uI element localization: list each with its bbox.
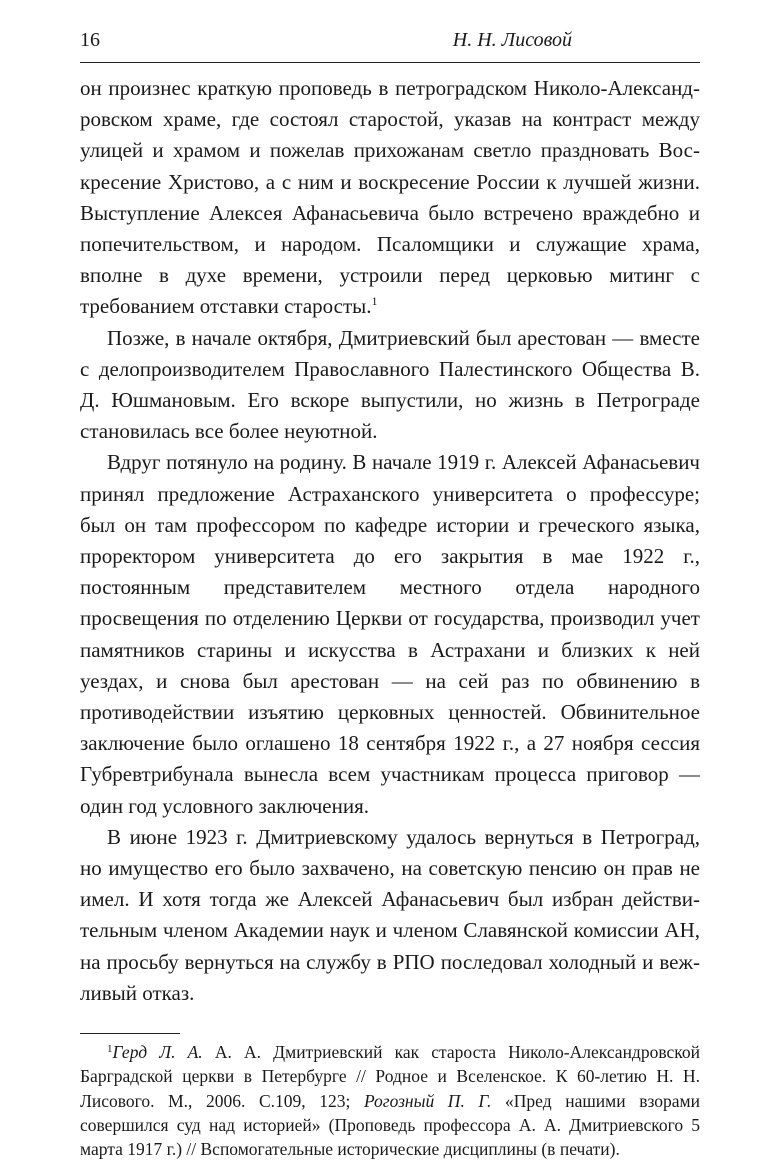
paragraph-4: В июне 1923 г. Дмитриевскому удалось вернуться в Петроград, но имущество его было захвачено, на советскую пенсию он прав не имел. И хотя тогда же Алексей Афанасьевич был избран действительным членом Академии наук и членом Славянской комиссии АН, на просьбу вернуться на службу в РПО последовал холодный и вежливый отказ. <box>80 824 700 1005</box>
paragraph-1-text: он произнес краткую проповедь в петроградском Николо-Александровском храме, где состоял старостой, указав на контраст между улицей и храмом и пожелав прихожанам светло праздновать Воскресение Христово, а с ним и воскресение России к лучшей жизни. Выступление Алексея Афанасьевича было встречено враждебно и попечительством, и народом. Псаломщики и служащие храма, вполне в духе времени, устроили перед церковью митинг с требованием отставки старосты. <box>80 76 700 319</box>
footnote-text-2: «Пред нашими взорами совершился суд над историей» (Проповедь профессора А. А. Дмитриевского 5 марта 1917 г.) // Вспомогательные исторические дисциплины (в печати). <box>80 1090 700 1159</box>
footnote-marker: 1 <box>107 1043 113 1056</box>
footnote-author-1: Герд Л. А. <box>112 1042 203 1063</box>
paragraph-2: Позже, в начале октября, Дмитриевский был арестован — вместе с делопроизводителем Православного Палестинского Общества В. Д. Юшмановым. Его вскоре выпустили, но жизнь в Петрограде становилась все более неуютной. <box>80 325 700 444</box>
footnote-reference: 1 <box>371 294 378 309</box>
footnote-rule <box>80 1033 180 1034</box>
paragraph-3: Вдруг потянуло на родину. В начале 1919 г. Алексей Афанасьевич принял предложение Астраханского университета о профессуре; был он там профессором по кафедре истории и греческого языка, проректором университета до его закрытия в мае 1922 г., постоянным представителем местного отдела народного просвещения по отделению Церкви от государства, производил учет памятников старины и искусства в Астрахани и близких к ней уездах, и снова был арестован — на сей раз по обвинению в противодействии изъятию церковных ценностей. Обвинительное заключение было оглашено 18 сентября 1922 г., а 27 ноября сессия Губревтрибунала вынесла всем участникам процесса приговор — один год условного заключения. <box>80 450 700 818</box>
page <box>80 22 700 1161</box>
body-text <box>80 73 700 1009</box>
paragraph-1 <box>80 73 700 323</box>
running-header <box>80 22 700 58</box>
header-rule <box>80 62 700 63</box>
page-number: 16 <box>80 29 100 51</box>
footnote-text-1: А. А. Дмитриевский как староста Николо-Александровской Барградской церкви в Петербурге // Родное и Вселенское. К 60-летию Н. Н. Лисового. М., 2006. С.109, 123; <box>80 1042 700 1111</box>
footnote <box>80 1040 700 1161</box>
footnote-author-2: Рогозный П. Г. <box>363 1090 492 1111</box>
running-header-author: Н. Н. Лисовой <box>452 29 572 51</box>
